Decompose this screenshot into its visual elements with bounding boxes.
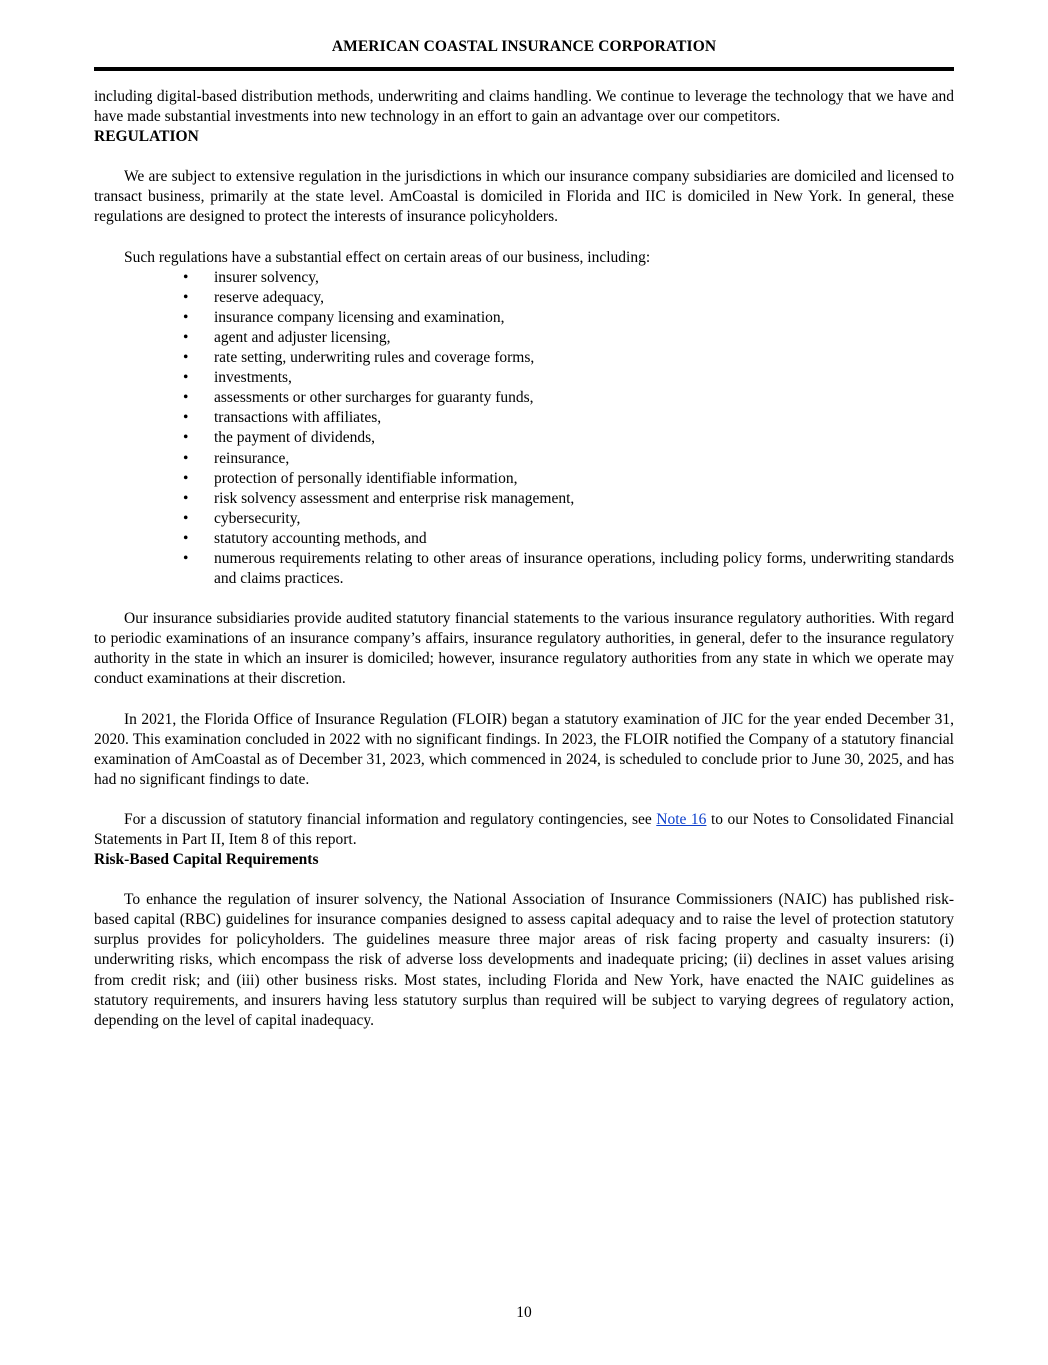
- regulation-paragraph-1: We are subject to extensive regulation in the jurisdictions in which our insurance company subsidiaries are domiciled and licensed to transact business, primarily at the state level. AmCoastal is domiciled in Florida and IIC is domiciled in New York. In general, these regulations are designed to protect the interests of insurance policyholders.: [94, 168, 954, 226]
- list-item-text: risk solvency assessment and enterprise risk management,: [214, 489, 575, 507]
- list-item-text: rate setting, underwriting rules and coverage forms,: [214, 349, 535, 367]
- list-item-text: numerous requirements relating to other areas of insurance operations, including policy forms, underwriting standards and claims practices.: [214, 549, 954, 588]
- list-item: [94, 408, 954, 428]
- paragraph-5-lead-text: For a discussion of statutory financial information and regulatory contingencies, see: [124, 810, 657, 828]
- bullet-icon: •: [183, 328, 189, 346]
- list-item: [94, 388, 954, 408]
- bullet-icon: •: [183, 389, 189, 407]
- bullet-icon: •: [183, 429, 189, 447]
- bullet-icon: •: [183, 369, 189, 387]
- bullet-icon: •: [183, 308, 189, 326]
- list-item: [94, 469, 954, 489]
- list-item-text: assessments or other surcharges for guaranty funds,: [214, 389, 534, 407]
- list-item: [94, 288, 954, 308]
- rbc-heading: Risk-Based Capital Requirements: [94, 851, 319, 869]
- regulation-paragraph-5: [94, 810, 954, 850]
- list-item: [94, 328, 954, 348]
- paragraph-5-tail-text: to our Notes to Consolidated Financial Statements in Part II, Item 8 of this report.: [94, 810, 954, 848]
- document-body: [94, 87, 954, 1031]
- bullet-icon: •: [183, 489, 189, 507]
- list-item-text: reinsurance,: [214, 449, 290, 467]
- list-item-text: agent and adjuster licensing,: [214, 328, 391, 346]
- bullet-icon: •: [183, 529, 189, 547]
- list-item: [94, 368, 954, 388]
- page-number: 10: [516, 1304, 532, 1321]
- regulation-heading: REGULATION: [94, 128, 199, 146]
- list-item: [94, 489, 954, 509]
- regulation-bullet-list: [94, 268, 954, 590]
- list-item-text: insurance company licensing and examination,: [214, 308, 505, 326]
- bullet-icon: •: [183, 349, 189, 367]
- list-item-text: statutory accounting methods, and: [214, 529, 427, 547]
- bullet-icon: •: [183, 509, 189, 527]
- bullet-icon: •: [183, 469, 189, 487]
- note-16-link[interactable]: Note 16: [656, 810, 707, 828]
- list-item: [94, 529, 954, 549]
- header-divider: [94, 67, 954, 71]
- list-item: [94, 449, 954, 469]
- list-item-text: reserve adequacy,: [214, 288, 325, 306]
- list-item-text: cybersecurity,: [214, 509, 301, 527]
- bullet-icon: •: [183, 549, 189, 567]
- regulation-paragraph-4: In 2021, the Florida Office of Insurance Regulation (FLOIR) began a statutory examination of JIC for the year ended December 31, 2020. This examination concluded in 2022 with no significant findings. In 2023, the FLOIR notified the Company of a statutory financial examination of AmCoastal as of December 31, 2023, which commenced in 2024, is scheduled to conclude prior to June 30, 2025, and has had no significant findings to date.: [94, 710, 954, 788]
- bullet-icon: •: [183, 449, 189, 467]
- bullet-icon: •: [183, 409, 189, 427]
- list-item: [94, 348, 954, 368]
- list-item-text: protection of personally identifiable information,: [214, 469, 518, 487]
- list-item-text: the payment of dividends,: [214, 429, 375, 447]
- list-item-text: investments,: [214, 369, 292, 387]
- list-item: [94, 308, 954, 328]
- rbc-paragraph-1: To enhance the regulation of insurer solvency, the National Association of Insurance Commissioners (NAIC) has published risk-based capital (RBC) guidelines for insurance companies designed to assess capital adequacy and to raise the level of protection statutory surplus provides for policyholders. The guidelines measure three major areas of risk facing property and casualty insurers: (i) underwriting risks, which encompass the risk of adverse loss developments and inadequate pricing; (ii) declines in asset values arising from credit risk; and (iii) other business risks. Most states, including Florida and New York, have enacted the NAIC guidelines as statutory requirements, and insurers having less statutory surplus than required will be subject to varying degrees of regulatory action, depending on the level of capital inadequacy.: [94, 891, 954, 1029]
- list-item: [94, 509, 954, 529]
- intro-paragraph: including digital-based distribution methods, underwriting and claims handling. We continue to leverage the technology that we have and have made substantial investments into new technology in an effort to gain an advantage over our competitors.: [94, 88, 954, 126]
- list-item: [94, 268, 954, 288]
- list-item: [94, 428, 954, 448]
- page-header-title: AMERICAN COASTAL INSURANCE CORPORATION: [331, 38, 717, 55]
- bullet-icon: •: [183, 268, 189, 286]
- regulation-paragraph-2: Such regulations have a substantial effect on certain areas of our business, including:: [124, 248, 651, 266]
- regulation-paragraph-3: Our insurance subsidiaries provide audited statutory financial statements to the various insurance regulatory authorities. With regard to periodic examinations of an insurance company’s affairs, insurance regulatory authorities, in general, defer to the insurance regulatory authority in the state in which an insurer is domiciled; however, insurance regulatory authorities from any state in which we operate may conduct examinations at their discretion.: [94, 610, 954, 688]
- list-item: [94, 549, 954, 589]
- bullet-icon: •: [183, 288, 189, 306]
- list-item-text: transactions with affiliates,: [214, 409, 382, 427]
- list-item-text: insurer solvency,: [214, 268, 319, 286]
